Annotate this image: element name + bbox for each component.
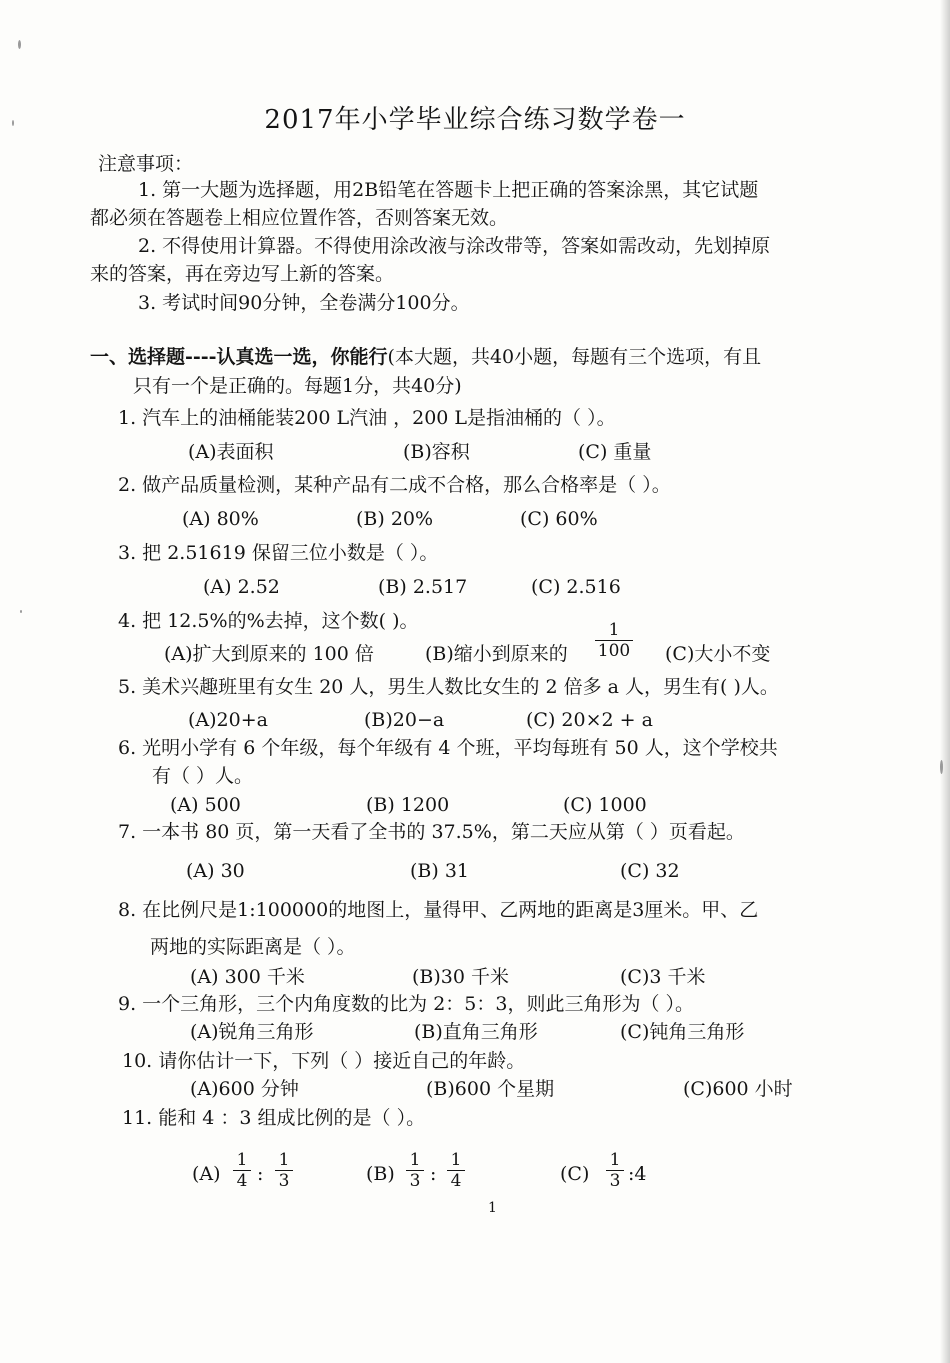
note-2-line-2: 来的答案，再在旁边写上新的答案。 [90, 263, 395, 285]
q5-option-a: (A)20+a [188, 709, 268, 731]
fraction-denominator: 3 [278, 1171, 290, 1191]
q6-option-a: (A) 500 [170, 794, 241, 816]
q3-option-a: (A) 2.52 [203, 576, 280, 598]
question-5: 5. 美术兴趣班里有女生 20 人，男生人数比女生的 2 倍多 a 人，男生有( )人。 [118, 676, 779, 698]
q10-option-c: (C)600 小时 [683, 1078, 793, 1100]
q3-option-c: (C) 2.516 [531, 576, 621, 598]
q1-option-c: (C) 重量 [578, 441, 652, 463]
fraction-numerator: 1 [609, 1150, 621, 1170]
section-intro-line-2: 只有一个是正确的。每题1分，共40分) [133, 375, 462, 397]
note-2-line-1: 2. 不得使用计算器。不得使用涂改液与涂改带等，答案如需改动，先划掉原 [138, 235, 771, 257]
q3-option-b: (B) 2.517 [378, 576, 468, 598]
q2-option-b: (B) 20% [356, 508, 434, 530]
q8-option-c: (C)3 千米 [620, 966, 706, 988]
q6-option-b: (B) 1200 [366, 794, 450, 816]
question-8-line-1: 8. 在比例尺是1:100000的地图上，量得甲、乙两地的距离是3厘米。甲、乙 [118, 899, 759, 921]
q11-option-a-label: (A) [192, 1163, 221, 1185]
q11-a-fraction-1 [232, 1150, 252, 1191]
question-10: 10. 请你估计一下，下列（ ）接近自己的年龄。 [122, 1050, 526, 1072]
q4-option-a: (A)扩大到原来的 100 倍 [164, 643, 374, 665]
q9-option-c: (C)钝角三角形 [620, 1021, 745, 1043]
fraction-denominator: 3 [609, 1171, 621, 1191]
q2-option-a: (A) 80% [182, 508, 259, 530]
section-title: 一、选择题----认真选一选，你能行 [90, 346, 388, 368]
ratio-colon: : [257, 1163, 264, 1185]
note-1-line-1: 1. 第一大题为选择题，用2B铅笔在答题卡上把正确的答案涂黑，其它试题 [138, 179, 759, 201]
q1-option-b: (B)容积 [403, 441, 470, 463]
q4-fraction-numerator: 1 [608, 620, 620, 640]
q11-b-fraction-1 [405, 1150, 425, 1191]
q4-option-c: (C)大小不变 [665, 643, 771, 665]
scan-speck [940, 760, 943, 774]
q9-option-b: (B)直角三角形 [414, 1021, 538, 1043]
page-number: 1 [488, 1200, 497, 1216]
q7-option-b: (B) 31 [410, 860, 470, 882]
question-2: 2. 做产品质量检测，某种产品有二成不合格，那么合格率是（ ）。 [118, 474, 671, 496]
question-6-line-2: 有（ ）人。 [152, 765, 254, 787]
question-3: 3. 把 2.51619 保留三位小数是（ ）。 [118, 542, 439, 564]
fraction-numerator: 1 [409, 1150, 421, 1170]
q9-option-a: (A)锐角三角形 [190, 1021, 314, 1043]
page-title: 2017年小学毕业综合练习数学卷一 [264, 105, 686, 135]
q10-option-a: (A)600 分钟 [190, 1078, 299, 1100]
q11-a-fraction-2 [274, 1150, 294, 1191]
question-1: 1. 汽车上的油桶能装200 L汽油 ，200 L是指油桶的（ ）。 [118, 407, 616, 429]
fraction-denominator: 3 [409, 1171, 421, 1191]
question-8-line-2: 两地的实际距离是（ ）。 [150, 936, 356, 958]
section-intro-line-1: (本大题，共40小题，每题有三个选项，有且 [387, 346, 762, 368]
q4-fraction [594, 620, 634, 661]
q7-option-a: (A) 30 [186, 860, 245, 882]
q2-option-c: (C) 60% [520, 508, 598, 530]
q4-fraction-denominator: 100 [597, 641, 631, 661]
scan-edge-shadow [940, 0, 950, 1363]
q11-option-b-label: (B) [366, 1163, 395, 1185]
note-3: 3. 考试时间90分钟，全卷满分100分。 [138, 292, 470, 314]
q11-c-ratio-tail: :4 [628, 1163, 647, 1185]
question-4: 4. 把 12.5%的%去掉，这个数( )。 [118, 610, 419, 632]
q5-option-c: (C) 20×2 + a [526, 709, 653, 731]
section-heading [90, 345, 761, 369]
fraction-denominator: 4 [236, 1171, 248, 1191]
notes-heading: 注意事项： [98, 153, 194, 175]
q11-c-fraction [605, 1150, 625, 1191]
q11-option-c-label: (C) [560, 1163, 590, 1185]
q10-option-b: (B)600 个星期 [426, 1078, 555, 1100]
question-6-line-1: 6. 光明小学有 6 个年级，每个年级有 4 个班，平均每班有 50 人，这个学校共 [118, 737, 778, 759]
ratio-colon: : [430, 1163, 437, 1185]
q4-option-b: (B)缩小到原来的 [425, 643, 568, 665]
q8-option-a: (A) 300 千米 [190, 966, 305, 988]
fraction-numerator: 1 [236, 1150, 248, 1170]
question-7: 7. 一本书 80 页，第一天看了全书的 37.5%，第二天应从第（ ）页看起。 [118, 821, 745, 843]
fraction-numerator: 1 [450, 1150, 462, 1170]
q11-b-fraction-2 [446, 1150, 466, 1191]
q5-option-b: (B)20−a [364, 709, 445, 731]
question-9: 9. 一个三角形，三个内角度数的比为 2：5：3，则此三角形为（ ）。 [118, 993, 695, 1015]
question-11: 11. 能和 4 ：3 组成比例的是（ ）。 [122, 1107, 426, 1129]
fraction-denominator: 4 [450, 1171, 462, 1191]
scan-speck [18, 40, 21, 49]
q7-option-c: (C) 32 [620, 860, 680, 882]
note-1-line-2: 都必须在答题卷上相应位置作答，否则答案无效。 [90, 207, 509, 229]
scan-speck [20, 610, 22, 613]
fraction-numerator: 1 [278, 1150, 290, 1170]
q6-option-c: (C) 1000 [563, 794, 647, 816]
q8-option-b: (B)30 千米 [412, 966, 510, 988]
q1-option-a: (A)表面积 [188, 441, 274, 463]
